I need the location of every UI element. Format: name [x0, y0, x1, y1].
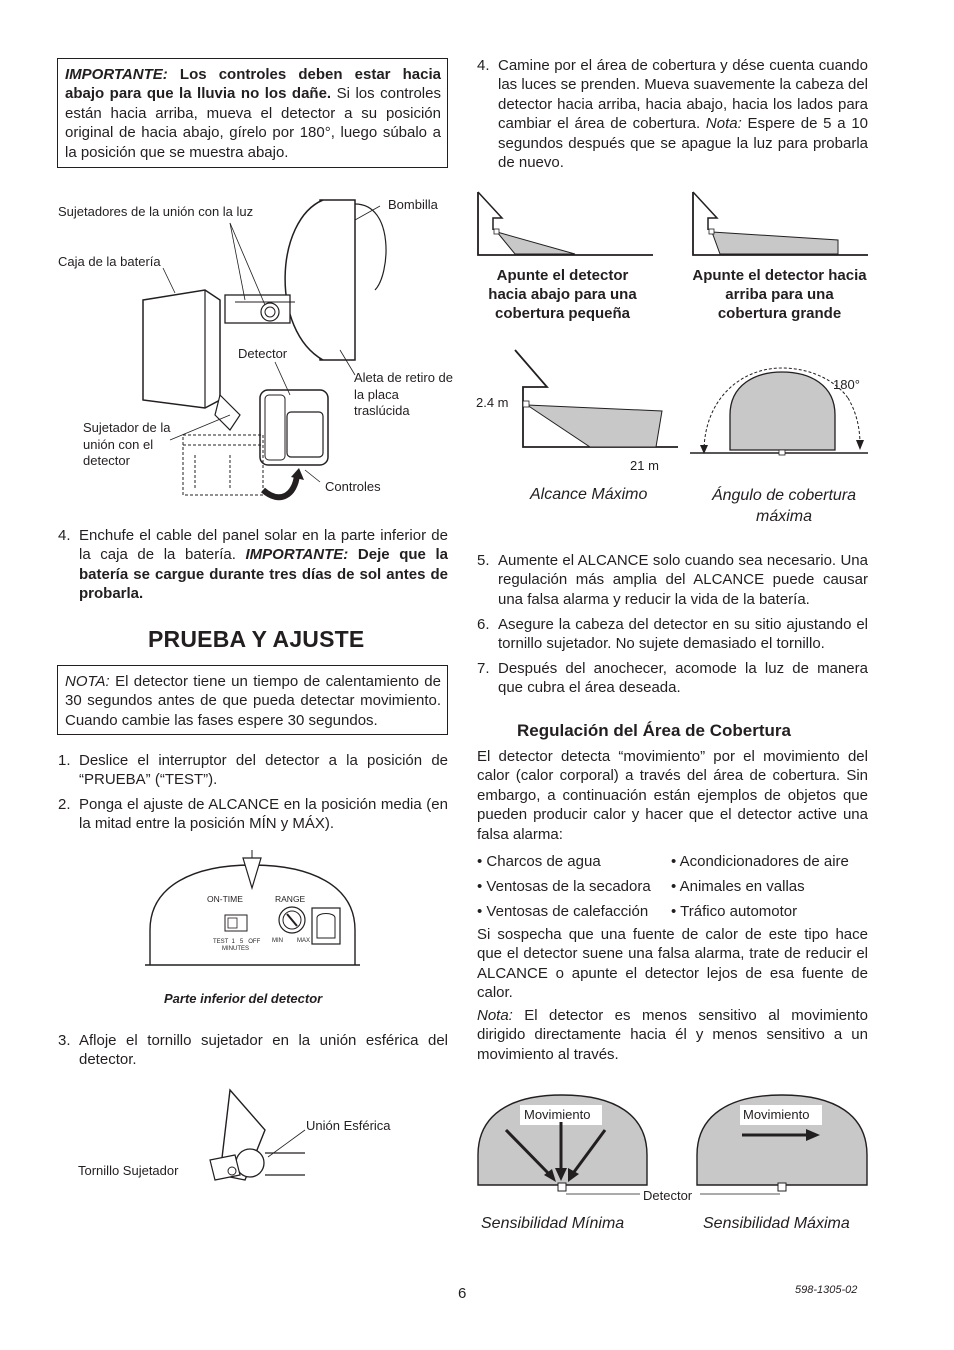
angle-diagram [690, 360, 875, 460]
step-number: 4. [58, 527, 71, 544]
note-text: El detector tiene un tiempo de calentamiento de 30 segundos antes de que pueda detectar movimiento. Cuando cambie las fases espere 30 segundos. [65, 673, 441, 729]
important-label: IMPORTANTE: [65, 66, 168, 83]
minutes-label: MINUTES [222, 946, 249, 952]
range-diagram [510, 345, 680, 455]
right-step-5 [477, 551, 868, 609]
advice-paragraph: Si sospecha que una fuente de calor de este tipo hace que el detector suene una falsa alarma, trate de reducir el ALCANCE o apunte el detector lejos de esa fuente de calor. [477, 926, 868, 1002]
right-step-6 [477, 615, 868, 654]
note-label: NOTA: [65, 673, 110, 690]
label-joint-fastener: Sujetador de la unión con el detector [83, 420, 171, 468]
subsection-title: Regulación del Área de Cobertura [517, 721, 791, 740]
doc-number: 598-1305-02 [795, 1284, 858, 1296]
test-scale-label: TEST 1 5 OFF [213, 939, 261, 945]
step-text: Después del anochecer, acomode la luz de manera que cubra el área deseada. [498, 660, 868, 697]
bullet-list-left [477, 849, 651, 924]
min-sensitivity-caption: Sensibilidad Mínima [481, 1215, 625, 1232]
left-step-4 [58, 526, 448, 604]
list-item: • Animales en vallas [671, 878, 805, 895]
list-item: • Acondicionadores de aire [671, 853, 849, 870]
angle-caption: Ángulo de cobertura máxima [711, 487, 857, 525]
label-controls: Controles [325, 479, 381, 494]
on-time-label: ON-TIME [207, 894, 243, 904]
range-caption: Alcance Máximo [530, 486, 648, 503]
step-text: Aumente el ALCANCE solo cuando sea necesario. Una regulación más amplia del ALCANCE puede causar una falsa alarma y reducir la vida de la batería. [498, 552, 868, 608]
label-fasteners: Sujetadores de la unión con la luz [58, 204, 254, 219]
step-text-a: Camine por el área de cobertura y dése cuenta cuando las luces se prenden. Mueva suavemente la cabeza del detector hacia arriba, hacia abajo, hacia los lados para cambiar el área de cobertura. [498, 57, 868, 133]
step-text: Ponga el ajuste de ALCANCE en la posición media (en la mitad entre la posición MÍN y MÁX). [79, 796, 448, 833]
label-bulb: Bombilla [388, 197, 438, 212]
right-step-7 [477, 659, 868, 698]
intro-paragraph: El detector detecta “movimiento” por el movimiento del calor (calor corporal) a través del área de cobertura. Sin embargo, a continuación están ejemplos de objetos que pueden producir calor y hacer que el detector active una falsa alarma: [477, 748, 868, 843]
important-box [57, 58, 448, 168]
step-important-text: Deje que la batería se cargue durante tres días de sol antes de probarla. [79, 546, 448, 603]
step-text: Deslice el interruptor del detector a la posición de “PRUEBA” (“TEST”). [79, 752, 448, 789]
detector-bottom-caption: Parte inferior del detector [164, 991, 323, 1006]
important-bold-text: Los controles deben estar hacia abajo para que la lluvia no los dañe. [65, 66, 441, 103]
left-step-3 [58, 1031, 448, 1070]
list-item: • Ventosas de calefacción [477, 903, 649, 920]
range-height-label: 2.4 m [476, 395, 509, 410]
movement-label-left: Movimiento [524, 1107, 591, 1122]
aim-down-diagram [475, 190, 655, 260]
label-tab: Aleta de retiro de la placa traslúcida [354, 370, 454, 418]
left-step-1 [58, 751, 448, 790]
list-item: • Charcos de agua [477, 853, 601, 870]
step-number: 7. [477, 660, 490, 677]
label-screw: Tornillo Sujetador [78, 1163, 179, 1178]
list-item: • Ventosas de la secadora [477, 878, 651, 895]
step-text: Enchufe el cable del panel solar en la parte inferior de la caja de la batería. [79, 527, 448, 564]
right-step-4 [477, 56, 868, 172]
step-text-b: Espere de 5 a 10 segundos después que se apague la luz para probarla de nuevo. [498, 115, 869, 172]
detector-label: Detector [643, 1188, 693, 1203]
range-label: RANGE [275, 894, 306, 904]
max-label: MAX [297, 938, 311, 944]
list-item: • Tráfico automotor [671, 903, 798, 920]
aim-up-diagram [690, 190, 870, 260]
step-important-label: IMPORTANTE: [245, 546, 349, 564]
angle-label: 180° [833, 377, 860, 392]
min-label: MIN [272, 938, 283, 944]
step-number: 2. [58, 796, 71, 813]
label-detector: Detector [238, 346, 288, 361]
step-note-label: Nota: [705, 115, 742, 133]
label-battery: Caja de la batería [58, 254, 161, 269]
step-text: Asegure la cabeza del detector en su sitio ajustando el tornillo sujetador. No sujete demasiado el tornillo. [498, 616, 868, 653]
important-text: Si los controles están hacia arriba, mueva el detector a su posición original de hacia abajo, gírelo por 180°, luego súbalo a la posición que se muestra abajo. [65, 85, 441, 161]
left-step-2 [58, 795, 448, 834]
step-number: 5. [477, 552, 490, 569]
ball-joint-diagram [190, 1085, 350, 1195]
aim-down-caption: Apunte el detector hacia abajo para una cobertura pequeña [488, 267, 637, 322]
step-text: Afloje el tornillo sujetador en la unión esférica del detector. [79, 1032, 448, 1069]
bullet-list-right [671, 849, 849, 924]
note-box [57, 665, 448, 735]
max-sensitivity-caption: Sensibilidad Máxima [703, 1215, 850, 1232]
step-number: 4. [477, 57, 490, 74]
aim-up-caption: Apunte el detector hacia arriba para una cobertura grande [692, 267, 867, 322]
step-number: 1. [58, 752, 71, 769]
note-text: El detector es menos sensitivo al movimiento dirigido directamente hacia él y menos sensitivo a un movimiento al través. [477, 1007, 868, 1063]
detector-bottom-diagram [145, 850, 360, 970]
label-ball-joint: Unión Esférica [306, 1118, 391, 1133]
range-distance-label: 21 m [630, 458, 659, 473]
note-label: Nota: [477, 1007, 513, 1024]
step-number: 3. [58, 1032, 71, 1049]
note-paragraph [477, 1006, 868, 1064]
step-number: 6. [477, 616, 490, 633]
section-title: PRUEBA Y AJUSTE [148, 626, 365, 652]
page-number: 6 [458, 1285, 467, 1302]
movement-label-right: Movimiento [743, 1107, 810, 1122]
